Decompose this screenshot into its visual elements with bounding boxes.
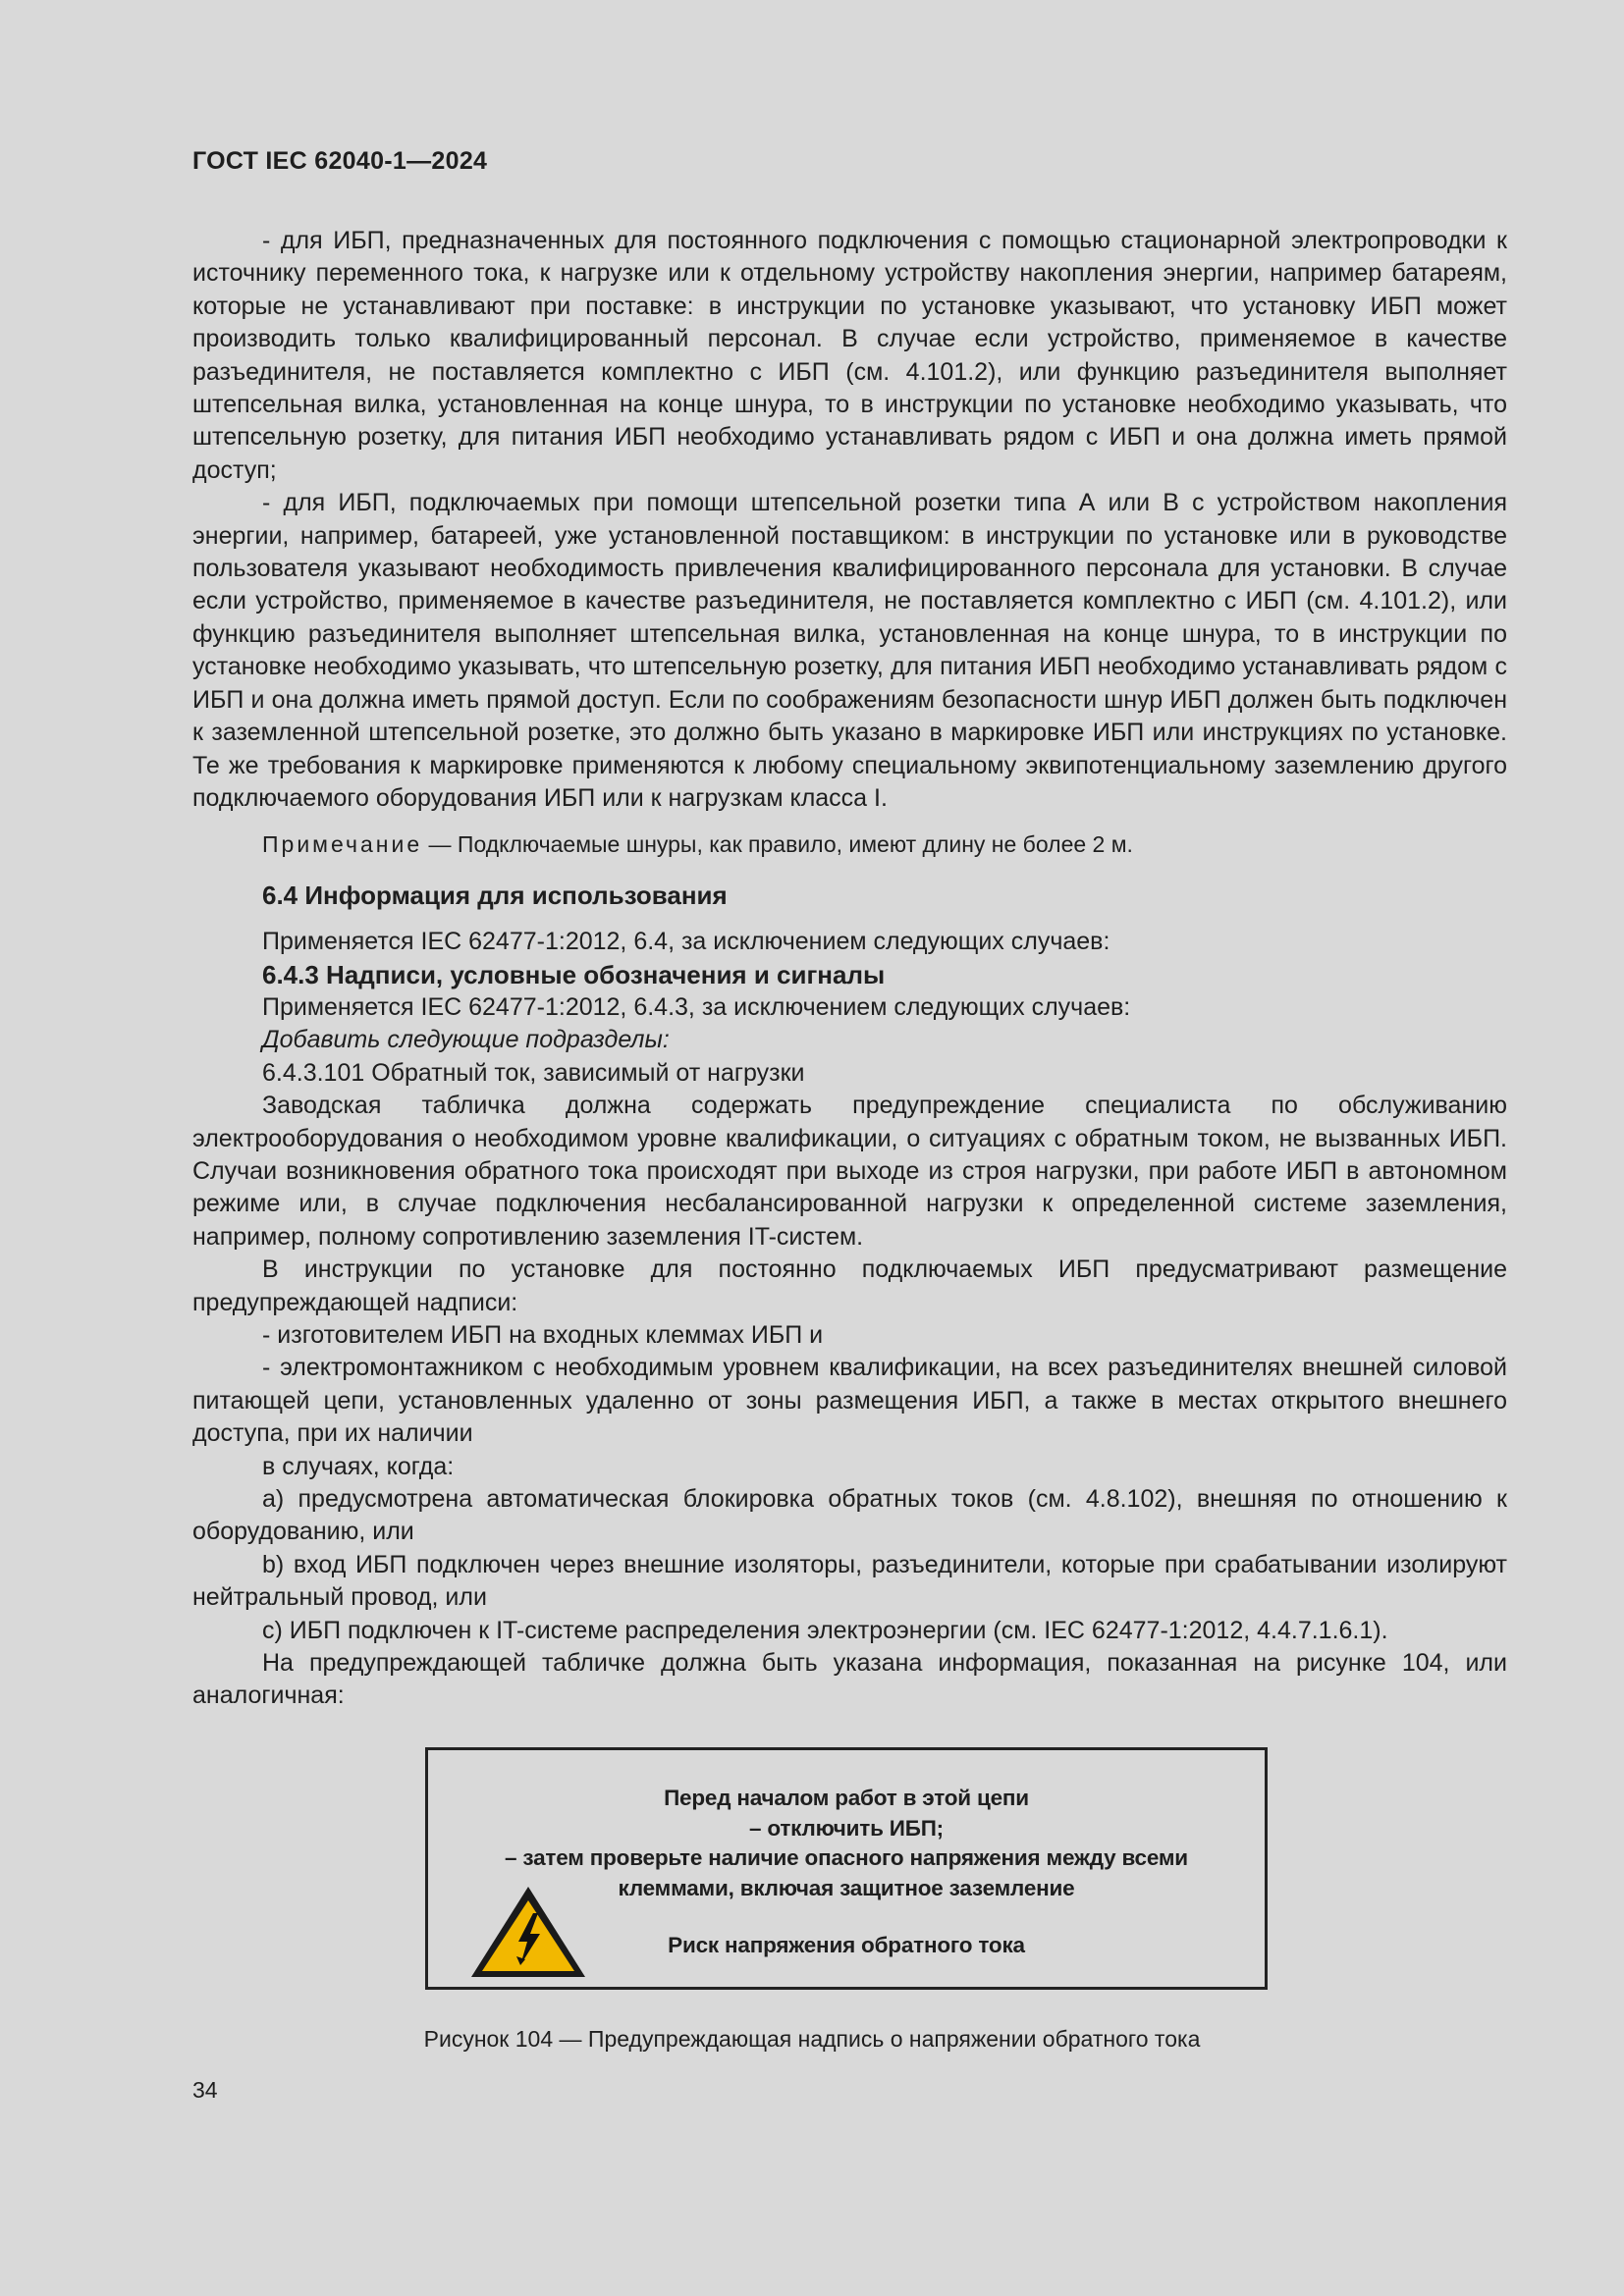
case-c: с) ИБП подключен к IT-системе распределения электроэнергии (см. IEC 62477-1:2012, 4.4.7.1.6.1). xyxy=(262,1616,1388,1644)
paragraph-nameplate: Заводская табличка должна содержать предупреждение специалиста по обслуживанию электрооборудования о необходимом уровне квалификации, о ситуациях с обратным током, не вызванных ИБП. Случаи возникновения обратного тока происходят при выходе из строя нагрузки, при работе ИБП в автономном режиме или, в случае подключения несбалансированной нагрузки к определенной системе заземления, например, полному сопротивлению заземления IT-систем. xyxy=(192,1092,1507,1251)
section-6-4-applies: Применяется IEC 62477-1:2012, 6.4, за исключением следующих случаев: xyxy=(262,928,1110,956)
note-text: — Подключаемые шнуры, как правило, имеют длину не более 2 м. xyxy=(422,831,1133,858)
warning-sign xyxy=(425,1747,1268,1990)
page-number: 34 xyxy=(192,2077,218,2103)
paragraph-fixed-install: - для ИБП, предназначенных для постоянного подключения с помощью стационарной электропроводки к источнику переменного тока, к нагрузке или к отдельному устройству накопления энергии, например батареям, которые не устанавливают при поставке: в инструкции по установке указывают, что установку ИБП может производить только квалифицированный персонал. В случае если устройство, применяемое в качестве разъединителя, не поставляется комплектно с ИБП (см. 4.101.2), или функцию разъединителя выполняет штепсельная вилка, установленная на конце шнура, то в инструкции по установке необходимо указывать, что штепсельную розетку, для питания ИБП необходимо устанавливать рядом с ИБП и она должна иметь прямой доступ; xyxy=(192,227,1507,484)
paragraph-install-instructions: В инструкции по установке для постоянно подключаемых ИБП предусматривают размещение предупреждающей надписи: xyxy=(192,1255,1507,1316)
cases-intro: в случаях, когда: xyxy=(262,1452,455,1480)
list-item-electrician: - электромонтажником с необходимым уровнем квалификации, на всех разъединителях внешней силовой питающей цепи, установленных удаленно от зоны размещения ИБП, а также в местах открытого внешнего доступа, при их наличии xyxy=(192,1354,1507,1448)
warning-risk-text: Риск напряжения обратного тока xyxy=(668,1933,1025,1957)
warning-line-2: – отключить ИБП; xyxy=(749,1815,944,1841)
section-6-4-3-applies: Применяется IEC 62477-1:2012, 6.4.3, за исключением следующих случаев: xyxy=(262,992,1131,1021)
clause-6-4-3-101-title: 6.4.3.101 Обратный ток, зависимый от нагрузки xyxy=(262,1058,805,1087)
case-b: b) вход ИБП подключен через внешние изоляторы, разъединители, которые при срабатывании изолируют нейтральный провод, или xyxy=(192,1550,1507,1612)
standard-header: ГОСТ IEC 62040-1—2024 xyxy=(192,147,488,175)
warning-line-1: Перед началом работ в этой цепи xyxy=(664,1786,1029,1810)
warning-line-3: – затем проверьте наличие опасного напряжения между всеми xyxy=(505,1845,1188,1870)
paragraph-warning-plate: На предупреждающей табличке должна быть указана информация, показанная на рисунке 104, или аналогичная: xyxy=(192,1649,1507,1710)
figure-caption: Рисунок 104 — Предупреждающая надпись о напряжении обратного тока xyxy=(423,2026,1201,2052)
high-voltage-warning-icon xyxy=(468,1884,588,1980)
note xyxy=(192,828,1507,861)
paragraph-plug-connected: - для ИБП, подключаемых при помощи штепсельной розетки типа А или В с устройством накопления энергии, например, батареей, уже установленной поставщиком: в инструкции по установке или в руководстве пользователя указывают необходимость привлечения квалифицированного персонала для установки. В случае если устройство, применяемое в качестве разъединителя, не поставляется комплектно с ИБП (см. 4.101.2), или функцию разъединителя выполняет штепсельная вилка, установленная на конце шнура, то в инструкции по установке необходимо указывать, что штепсельную розетку, для питания ИБП необходимо устанавливать рядом с ИБП и она должна иметь прямой доступ. Если по соображениям безопасности шнур ИБП должен быть подключен к заземленной штепсельной розетке, это должно быть указано в маркировке ИБП или инструкциях по установке. Те же требования к маркировке применяются к любому специальному эквипотенциальному заземлению другого подключаемого оборудования ИБП или к нагрузкам класса I. xyxy=(192,489,1507,812)
list-item-manufacturer: - изготовителем ИБП на входных клеммах ИБП и xyxy=(262,1321,824,1349)
section-6-4-3-heading: 6.4.3 Надписи, условные обозначения и сигналы xyxy=(262,959,886,989)
add-subsections-instruction: Добавить следующие подразделы: xyxy=(262,1026,670,1054)
warning-line-4: клеммами, включая защитное заземление xyxy=(618,1875,1075,1900)
page-body xyxy=(192,225,1507,1713)
note-label: Примечание xyxy=(262,831,423,858)
case-a: а) предусмотрена автоматическая блокировка обратных токов (см. 4.8.102), внешняя по отношению к оборудованию, или xyxy=(192,1485,1507,1546)
section-6-4-heading: 6.4 Информация для использования xyxy=(262,880,728,910)
